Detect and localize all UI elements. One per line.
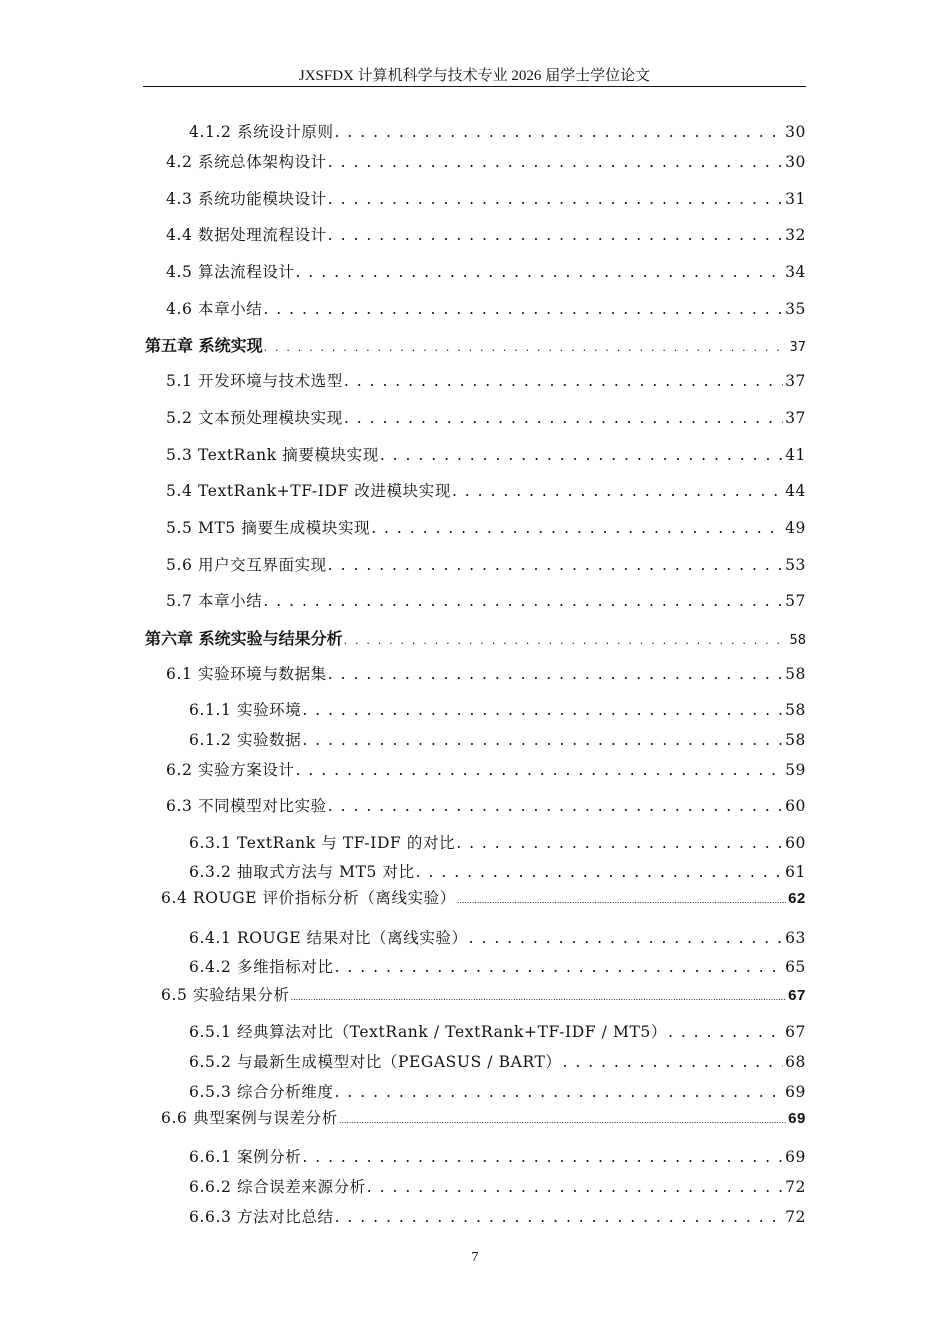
toc-entry[interactable] — [166, 406, 806, 428]
toc-entry-page: 37 — [789, 340, 806, 355]
dot-leader — [328, 226, 783, 245]
toc-entry-page: 65 — [785, 958, 806, 976]
toc-entry-title: 第五章 系统实现 — [145, 336, 263, 355]
toc-entry[interactable] — [161, 886, 806, 908]
dot-leader — [302, 731, 783, 750]
toc-entry-page: 58 — [789, 633, 806, 648]
toc-entry-page: 31 — [785, 190, 806, 208]
toc-entry-title: 5.7 本章小结 — [166, 592, 263, 610]
toc-entry-title: 6.1.2 实验数据 — [189, 731, 302, 749]
toc-entry-title: 6.5 实验结果分析 — [161, 986, 290, 1004]
toc-entry[interactable] — [166, 553, 806, 575]
toc-entry[interactable] — [189, 955, 806, 977]
toc-entry-page: 41 — [785, 446, 806, 464]
toc-entry[interactable] — [166, 260, 806, 282]
toc-entry-page: 59 — [785, 761, 806, 779]
dot-leader — [335, 1083, 783, 1102]
running-header: JXSFDX 计算机科学与技术专业 2026 届学士学位论文 — [298, 68, 651, 84]
toc-entry-page: 53 — [785, 556, 806, 574]
dot-leader — [328, 556, 783, 575]
toc-entry[interactable] — [166, 187, 806, 209]
toc-entry[interactable] — [166, 589, 806, 611]
toc-entry-title: 6.4.2 多维指标对比 — [189, 958, 334, 976]
toc-entry[interactable] — [161, 1106, 806, 1128]
toc-entry-page: 63 — [785, 929, 806, 947]
toc-entry-page: 67 — [785, 1023, 806, 1041]
toc-entry[interactable] — [189, 1080, 806, 1102]
toc-entry-page: 37 — [785, 409, 806, 427]
toc-entry-page: 30 — [785, 123, 806, 141]
dot-leader — [668, 1023, 783, 1042]
toc-entry[interactable] — [189, 1020, 806, 1042]
toc-entry-title: 6.1 实验环境与数据集 — [166, 665, 327, 683]
toc-entry-title: 4.1.2 系统设计原则 — [189, 123, 334, 141]
toc-entry-title: 6.4 ROUGE 评价指标分析（离线实验） — [161, 889, 456, 907]
toc-entry-page: 58 — [785, 665, 806, 683]
dot-leader — [263, 300, 783, 319]
toc-entry-title: 5.2 文本预处理模块实现 — [166, 409, 343, 427]
toc-entry-page: 72 — [785, 1178, 806, 1196]
toc-entry-title: 6.6.1 案例分析 — [189, 1148, 302, 1166]
dot-leader — [339, 1115, 786, 1126]
toc-entry-page: 60 — [785, 797, 806, 815]
dot-leader — [328, 797, 783, 816]
toc-entry-title: 4.2 系统总体架构设计 — [166, 153, 327, 171]
dot-leader — [371, 519, 783, 538]
dot-leader — [296, 761, 783, 780]
toc-entry-title: 第六章 系统实验与结果分析 — [145, 629, 343, 648]
toc-entry-title: 6.5.1 经典算法对比（TextRank / TextRank+TF-IDF / MT5） — [189, 1023, 667, 1041]
dot-leader — [344, 634, 788, 647]
dot-leader — [456, 834, 783, 853]
toc-entry-title: 4.3 系统功能模块设计 — [166, 190, 327, 208]
toc-entry-page: 69 — [785, 1083, 806, 1101]
toc-entry-title: 6.6.2 综合误差来源分析 — [189, 1178, 366, 1196]
dot-leader — [335, 1208, 783, 1227]
toc-entry[interactable] — [189, 1050, 806, 1072]
toc-entry-title: 5.5 MT5 摘要生成模块实现 — [166, 519, 371, 537]
dot-leader — [335, 958, 783, 977]
dot-leader — [416, 863, 783, 882]
toc-entry-page: 57 — [785, 592, 806, 610]
toc-entry[interactable] — [189, 926, 806, 948]
toc-entry-page: 58 — [785, 701, 806, 719]
dot-leader — [264, 341, 788, 354]
toc-entry-page: 62 — [788, 890, 806, 907]
toc-entry[interactable] — [166, 297, 806, 319]
toc-entry-page: 30 — [785, 153, 806, 171]
toc-entry-page: 49 — [785, 519, 806, 537]
toc-entry-page: 60 — [785, 834, 806, 852]
toc-entry-title: 4.6 本章小结 — [166, 300, 263, 318]
dot-leader — [302, 701, 783, 720]
toc-entry-page: 68 — [785, 1053, 806, 1071]
toc-entry-page: 69 — [788, 1110, 806, 1127]
toc-entry[interactable] — [189, 698, 806, 720]
toc-entry[interactable] — [166, 443, 806, 465]
dot-leader — [457, 895, 786, 906]
toc-entry-page: 44 — [785, 482, 806, 500]
toc-entry[interactable] — [166, 479, 806, 501]
toc-entry-title: 6.1.1 实验环境 — [189, 701, 302, 719]
toc-entry[interactable] — [189, 860, 806, 882]
dot-leader — [367, 1178, 783, 1197]
dot-leader — [344, 409, 783, 428]
toc-entry-page: 61 — [785, 863, 806, 881]
toc-entry[interactable] — [166, 794, 806, 816]
toc-entry-page: 69 — [785, 1148, 806, 1166]
toc-entry-page: 37 — [785, 372, 806, 390]
toc-entry[interactable] — [166, 758, 806, 780]
toc-entry-page: 32 — [785, 226, 806, 244]
toc-entry-title: 6.5.2 与最新生成模型对比（PEGASUS / BART） — [189, 1053, 562, 1071]
toc-entry[interactable] — [166, 662, 806, 684]
toc-entry-title: 6.3 不同模型对比实验 — [166, 797, 327, 815]
dot-leader — [328, 665, 783, 684]
toc-entry-title: 4.4 数据处理流程设计 — [166, 226, 327, 244]
toc-entry-title: 6.6 典型案例与误差分析 — [161, 1109, 338, 1127]
toc-entry[interactable] — [189, 1175, 806, 1197]
toc-entry[interactable] — [166, 369, 806, 391]
toc-entry-page: 34 — [785, 263, 806, 281]
dot-leader — [562, 1053, 783, 1072]
toc-entry[interactable] — [189, 1205, 806, 1227]
toc-entry[interactable] — [166, 516, 806, 538]
toc-entry[interactable] — [189, 120, 806, 142]
toc-entry-title: 5.3 TextRank 摘要模块实现 — [166, 446, 379, 464]
toc-entry-page: 67 — [788, 987, 806, 1004]
toc-entry[interactable] — [161, 983, 806, 1005]
toc-entry-title: 6.6.3 方法对比总结 — [189, 1208, 334, 1226]
toc-entry-title: 6.4.1 ROUGE 结果对比（离线实验） — [189, 929, 468, 947]
toc-entry[interactable] — [189, 831, 806, 853]
toc-chapter-entry[interactable] — [145, 333, 806, 356]
toc-entry[interactable] — [189, 1145, 806, 1167]
dot-leader — [452, 482, 783, 501]
toc-entry-page: 35 — [785, 300, 806, 318]
header-rule — [143, 86, 806, 87]
dot-leader — [344, 372, 783, 391]
toc-chapter-entry[interactable] — [145, 626, 806, 649]
dot-leader — [469, 929, 783, 948]
dot-leader — [296, 263, 783, 282]
toc-entry[interactable] — [166, 150, 806, 172]
toc-entry[interactable] — [189, 728, 806, 750]
toc-entry-page: 58 — [785, 731, 806, 749]
dot-leader — [302, 1148, 783, 1167]
toc-entry-title: 6.2 实验方案设计 — [166, 761, 295, 779]
toc-entry-title: 5.6 用户交互界面实现 — [166, 556, 327, 574]
toc-entry-title: 6.5.3 综合分析维度 — [189, 1083, 334, 1101]
dot-leader — [328, 190, 783, 209]
dot-leader — [328, 153, 783, 172]
toc-entry-title: 6.3.2 抽取式方法与 MT5 对比 — [189, 863, 415, 881]
toc-entry[interactable] — [166, 223, 806, 245]
toc-entry-title: 4.5 算法流程设计 — [166, 263, 295, 281]
toc-entry-title: 5.4 TextRank+TF-IDF 改进模块实现 — [166, 482, 451, 500]
toc-entry-title: 6.3.1 TextRank 与 TF-IDF 的对比 — [189, 834, 456, 852]
dot-leader — [291, 992, 787, 1003]
page-number: 7 — [471, 1250, 479, 1265]
toc-entry-page: 72 — [785, 1208, 806, 1226]
dot-leader — [335, 123, 783, 142]
dot-leader — [380, 446, 783, 465]
toc-entry-title: 5.1 开发环境与技术选型 — [166, 372, 343, 390]
dot-leader — [263, 592, 783, 611]
